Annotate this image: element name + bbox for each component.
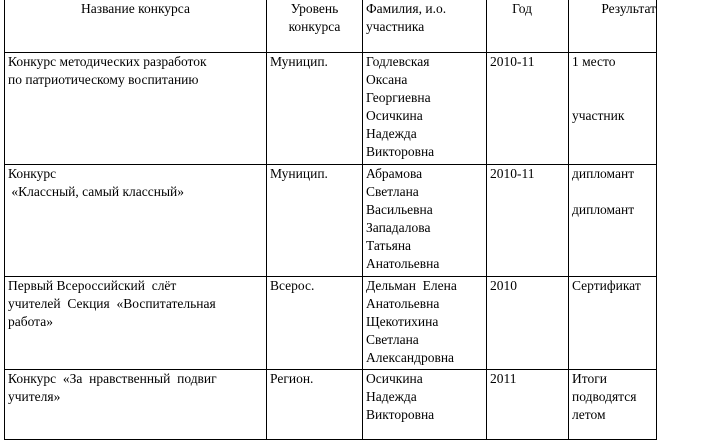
result-cell: Итоги подводятся летом bbox=[569, 370, 657, 440]
participants-cell: Осичкина Надежда Викторовна bbox=[363, 370, 487, 440]
contest-name-cell: Конкурс «За нравственный подвиг учителя» bbox=[5, 370, 267, 440]
contest-level-cell: Регион. bbox=[267, 370, 363, 440]
header-contest-name: Название конкурса bbox=[5, 0, 267, 53]
year-cell: 2011 bbox=[487, 370, 569, 440]
participants-cell: Годлевская Оксана Георгиевна Осичкина Надежда Викторовна bbox=[363, 53, 487, 165]
contest-level-cell: Всерос. bbox=[267, 277, 363, 370]
table-row bbox=[5, 370, 657, 440]
table-row bbox=[5, 165, 657, 277]
result-cell: 1 место участник bbox=[569, 53, 657, 165]
year-cell: 2010-11 bbox=[487, 53, 569, 165]
contest-name-cell: Конкурс «Классный, самый классный» bbox=[5, 165, 267, 277]
participants-cell: Дельман Елена Анатольевна Щекотихина Светлана Александровна bbox=[363, 277, 487, 370]
table-row bbox=[5, 277, 657, 370]
year-cell: 2010 bbox=[487, 277, 569, 370]
header-contest-level: Уровень конкурса bbox=[267, 0, 363, 53]
contest-name-cell: Первый Всероссийский слёт учителей Секция «Воспитательная работа» bbox=[5, 277, 267, 370]
header-participant-name: Фамилия, и.о. участника bbox=[363, 0, 487, 53]
table-header-row bbox=[5, 0, 657, 53]
year-cell: 2010-11 bbox=[487, 165, 569, 277]
header-year: Год bbox=[487, 0, 569, 53]
header-result: Результат bbox=[569, 0, 657, 53]
contest-level-cell: Муницип. bbox=[267, 53, 363, 165]
result-cell: Сертификат bbox=[569, 277, 657, 370]
table-row bbox=[5, 53, 657, 165]
participants-cell: Абрамова Светлана Васильевна Западалова Татьяна Анатольевна bbox=[363, 165, 487, 277]
contest-table bbox=[4, 0, 657, 440]
result-cell: дипломант дипломант bbox=[569, 165, 657, 277]
contest-name-cell: Конкурс методических разработок по патриотическому воспитанию bbox=[5, 53, 267, 165]
contest-level-cell: Муницип. bbox=[267, 165, 363, 277]
